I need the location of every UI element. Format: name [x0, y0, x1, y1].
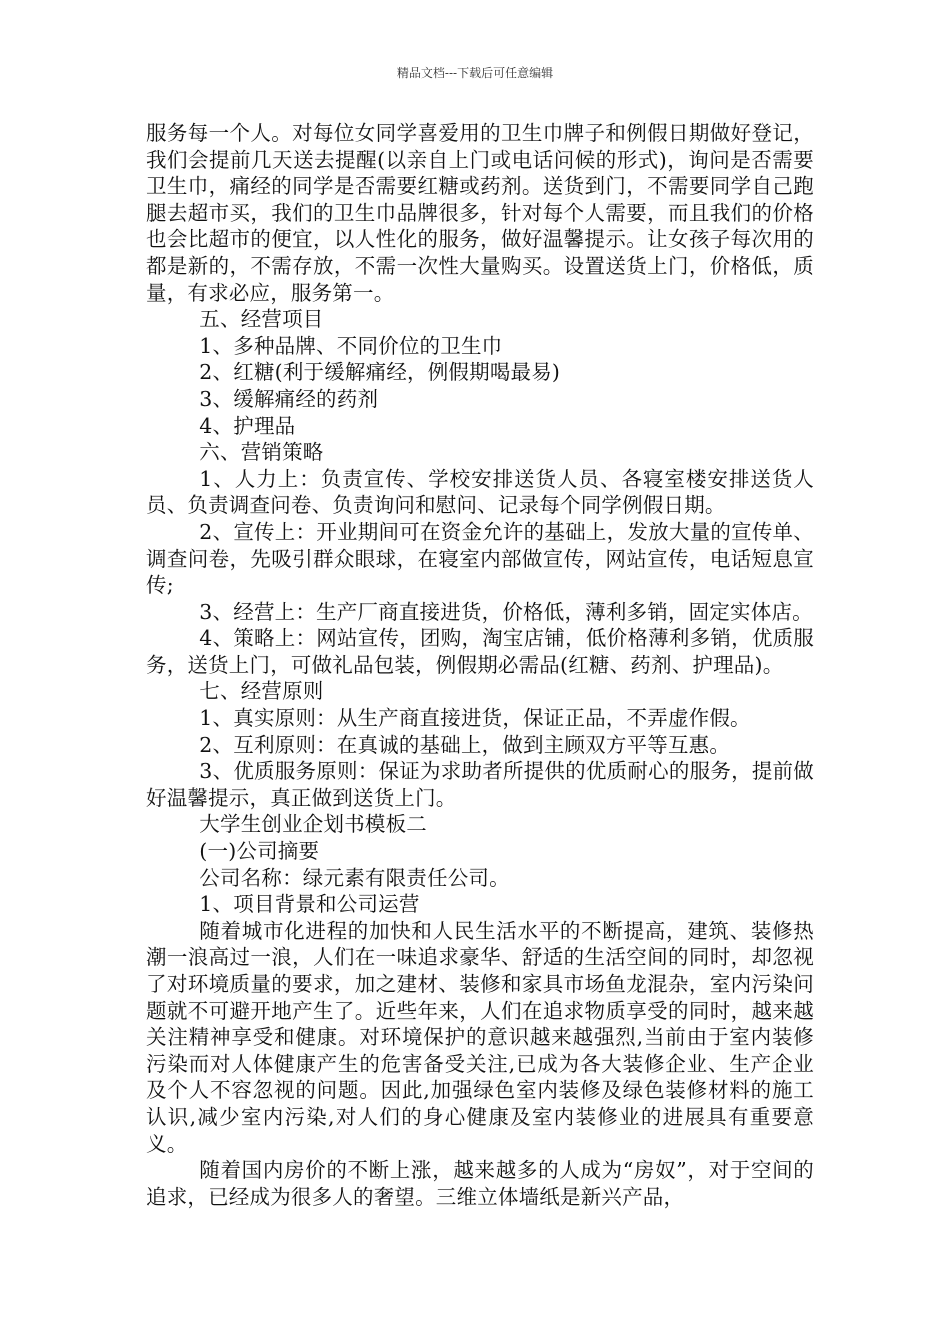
paragraph: 4、策略上：网站宣传，团购，淘宝店铺，低价格薄利多销，优质服务，送货上门，可做礼品包装，例假期必需品(红糖、药剂、护理品)。 — [146, 626, 814, 677]
paragraph: 2、宣传上：开业期间可在资金允许的基础上，发放大量的宣传单、调查问卷，先吸引群众眼球，在寝室内部做宣传，网站宣传，电话短息宣传; — [146, 519, 814, 598]
paragraph: 公司名称：绿元素有限责任公司。 — [199, 865, 510, 890]
list-item: 1、真实原则：从生产商直接进货，保证正品，不弄虚作假。 — [199, 706, 751, 731]
paragraph: 3、优质服务原则：保证为求助者所提供的优质耐心的服务，提前做好温馨提示，真正做到送货上门。 — [146, 759, 814, 810]
paragraph: 随着国内房价的不断上涨，越来越多的人成为“房奴”，对于空间的追求，已经成为很多人的奢望。三维立体墙纸是新兴产品， — [146, 1158, 814, 1209]
list-item: 2、互利原则：在真诚的基础上，做到主顾双方平等互惠。 — [199, 732, 731, 757]
paragraph: 随着城市化进程的加快和人民生活水平的不断提高，建筑、装修热潮一浪高过一浪，人们在一味追求豪华、舒适的生活空间的同时，却忽视了对环境质量的要求，加之建材、装修和家具市场鱼龙混杂，室内污染问题就不可避开地产生了。近些年来，人们在追求物质享受的同时，越来越关注精神享受和健康。对环境保护的意识越来越强烈,当前由于室内装修污染而对人体健康产生的危害备受关注,已成为各大装修企业、生产企业及个人不容忽视的问题。因此,加强绿色室内装修及绿色装修材料的施工认识,减少室内污染,对人们的身心健康及室内装修业的进展具有重要意义。 — [146, 918, 814, 1156]
section-heading: (一)公司摘要 — [199, 839, 320, 864]
document-body — [146, 120, 814, 1210]
list-item: 2、红糖(利于缓解痛经，例假期喝最易) — [199, 360, 561, 385]
section-heading: 五、经营项目 — [199, 307, 324, 332]
list-item: 4、护理品 — [199, 413, 296, 438]
section-heading: 七、经营原则 — [199, 679, 324, 704]
list-item: 1、多种品牌、不同价位的卫生巾 — [199, 333, 503, 358]
paragraph: 1、人力上：负责宣传、学校安排送货人员、各寝室楼安排送货人员、负责调查问卷、负责询问和慰问、记录每个同学例假日期。 — [146, 466, 814, 518]
document-title: 大学生创业企划书模板二 — [199, 812, 427, 837]
paragraph: 3、经营上：生产厂商直接进货，价格低，薄利多销，固定实体店。 — [199, 599, 813, 624]
section-heading: 1、项目背景和公司运营 — [199, 892, 420, 917]
page-header: 精品文档---下载后可任意编辑 — [396, 66, 554, 80]
section-heading: 六、营销策略 — [199, 440, 324, 465]
paragraph: 服务每一个人。对每位女同学喜爱用的卫生巾牌子和例假日期做好登记，我们会提前几天送去提醒(以亲自上门或电话问候的形式)，询问是否需要卫生巾，痛经的同学是否需要红糖或药剂。送货到门，不需要同学自己跑腿去超市买，我们的卫生巾品牌很多，针对每个人需要，而且我们的价格也会比超市的便宜，以人性化的服务，做好温馨提示。让女孩子每次用的都是新的，不需存放，不需一次性大量购买。设置送货上门，价格低，质量，有求必应，服务第一。 — [146, 121, 814, 305]
list-item: 3、缓解痛经的药剂 — [199, 386, 379, 411]
